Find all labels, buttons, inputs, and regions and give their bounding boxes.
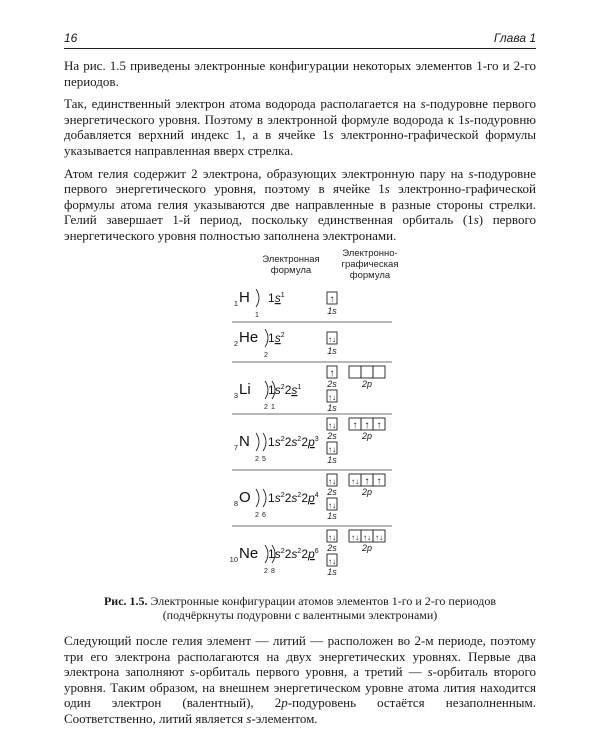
paragraph-3: Атом гелия содержит 2 электрона, образующих электронную пару на s-подуровне первого энергетического уровня, поэтому в ячейке 1s электронно-графической формулы атома гелия указываются две направленные в разные стороны стрелки. Гелий завершает 1-й период, поскольку единственная орбиталь (1s) первого энергетического уровня полностью заполнена электронами. bbox=[64, 165, 537, 243]
chapter-title: Глава 1 bbox=[493, 31, 536, 45]
orbital-2p-arrows: ↑↓ bbox=[351, 477, 359, 486]
electron-formula: $1s^2$ $2s^2$ $2p^6$ bbox=[268, 547, 319, 561]
shell-electron-count: 2 bbox=[255, 512, 259, 519]
shell-electron-count: 2 bbox=[264, 568, 268, 575]
label-2p: 2p bbox=[361, 543, 373, 553]
label-2p: 2p bbox=[361, 487, 373, 497]
label-1s: 1s bbox=[327, 306, 337, 316]
label-2s: 2s bbox=[327, 431, 337, 441]
orbital-1s-arrows: ↑↓ bbox=[328, 501, 336, 510]
shell-electron-count: 6 bbox=[262, 512, 266, 519]
label-1s: 1s bbox=[327, 567, 337, 577]
label-1s: 1s bbox=[327, 455, 337, 465]
label-1s: 1s bbox=[327, 346, 337, 356]
caption-line-1: Электронные конфигурации атомов элементов 1-го и 2-го периодов bbox=[147, 594, 497, 608]
atomic-number: 3 bbox=[233, 391, 238, 400]
orbital-1s-arrows: ↑ bbox=[329, 294, 335, 305]
electron-formula: $1s^2$ $2s^2$ $2p^4$ bbox=[268, 491, 319, 505]
shell-electron-count: 2 bbox=[255, 456, 259, 463]
electron-formula: $1s^2$ bbox=[268, 331, 285, 345]
atomic-number: 2 bbox=[233, 339, 238, 348]
element-symbol: Ne bbox=[239, 545, 259, 562]
orbital-2p-cell bbox=[373, 366, 385, 378]
orbital-2p-arrows: ↑↓ bbox=[363, 533, 371, 542]
orbital-2s-arrows: ↑ bbox=[329, 368, 335, 379]
shell-arc bbox=[256, 433, 259, 451]
orbital-2p-arrows: ↑ bbox=[364, 420, 370, 431]
paragraph-4: Следующий после гелия элемент — литий — расположен во 2-м периоде, поэтому три его электрона располагаются на двух энергетических уровнях. Первые два электрона заполняют s-орбиталь первого уровня, а третий — s-орбиталь второго уровня. Таким образом, на внешнем энергетическом уровне атома лития находится один электрон (валентный), 2p-подуровень остаётся незаполненным. Соответственно, литий является s-элементом. bbox=[64, 633, 537, 726]
shell-electron-count: 1 bbox=[271, 404, 275, 411]
caption-line-2: (подчёркнуты подуровни с валентными электронами) bbox=[162, 608, 438, 622]
orbital-1s-arrows: ↑↓ bbox=[328, 445, 336, 454]
label-1s: 1s bbox=[327, 403, 337, 413]
electron-formula: $1s^2$ $2s^2$ $2p^3$ bbox=[268, 435, 319, 449]
element-symbol: N bbox=[239, 433, 250, 450]
orbital-2p-arrows: ↑↓ bbox=[351, 533, 359, 542]
orbital-2p-arrows: ↑ bbox=[376, 420, 382, 431]
element-symbol: O bbox=[239, 489, 251, 506]
orbital-2p-arrows: ↑↓ bbox=[375, 533, 383, 542]
orbital-1s-arrows: ↑↓ bbox=[328, 393, 336, 402]
orbital-1s-arrows: ↑↓ bbox=[328, 335, 336, 344]
shell-arc bbox=[256, 489, 259, 507]
shell-electron-count: 5 bbox=[262, 456, 266, 463]
col-header-formula-2: формула bbox=[270, 265, 312, 276]
page-number: 16 bbox=[64, 31, 78, 45]
shell-electron-count: 2 bbox=[264, 352, 268, 359]
col-header-graphic-1: Электронно- bbox=[342, 248, 398, 259]
label-2s: 2s bbox=[327, 487, 337, 497]
element-symbol: He bbox=[239, 329, 259, 346]
orbital-2p-arrows: ↑ bbox=[364, 476, 370, 487]
label-1s: 1s bbox=[327, 511, 337, 521]
label-2s: 2s bbox=[327, 543, 337, 553]
shell-electron-count: 8 bbox=[271, 568, 275, 575]
shell-arc bbox=[263, 489, 266, 507]
orbital-2s-arrows: ↑↓ bbox=[328, 533, 336, 542]
orbital-2s-arrows: ↑↓ bbox=[328, 477, 336, 486]
shell-electron-count: 2 bbox=[264, 404, 268, 411]
orbital-2p-arrows: ↑ bbox=[352, 420, 358, 431]
shell-arc bbox=[263, 433, 266, 451]
shell-electron-count: 1 bbox=[255, 312, 259, 319]
paragraph-1: На рис. 1.5 приведены электронные конфигурации некоторых элементов 1-го и 2-го периодов. bbox=[64, 58, 536, 89]
orbital-2s-arrows: ↑↓ bbox=[328, 421, 336, 430]
orbital-2p-cell bbox=[349, 366, 361, 378]
col-header-graphic-2: графическая bbox=[341, 259, 399, 270]
orbital-2p-arrows: ↑ bbox=[376, 476, 382, 487]
paragraph-2: Так, единственный электрон атома водорода располагается на s-подуровне первого энергетического уровня. Поэтому в электронной формуле водорода к 1s-подуровню добавляется верхний индекс 1, а в ячейке 1s электронно-графической формулы указывается направленная вверх стрелка. bbox=[64, 96, 536, 158]
atomic-number: 1 bbox=[233, 299, 238, 308]
electron-formula: $1s^1$ bbox=[268, 291, 285, 305]
orbital-1s-arrows: ↑↓ bbox=[328, 557, 336, 566]
figure-caption bbox=[64, 594, 536, 622]
label-2p: 2p bbox=[361, 379, 373, 389]
shell-arc bbox=[256, 289, 259, 307]
caption-label: Рис. 1.5. bbox=[103, 594, 148, 608]
atomic-number: 7 bbox=[233, 443, 238, 452]
atomic-number: 10 bbox=[229, 555, 238, 564]
col-header-graphic-3: формула bbox=[349, 270, 391, 281]
element-symbol: Li bbox=[239, 381, 251, 398]
orbital-2p-cell bbox=[361, 366, 373, 378]
col-header-formula-1: Электронная bbox=[262, 254, 320, 265]
atomic-number: 8 bbox=[233, 499, 238, 508]
label-2p: 2p bbox=[361, 431, 373, 441]
element-symbol: H bbox=[239, 289, 250, 306]
label-2s: 2s bbox=[327, 379, 337, 389]
electron-formula: $1s^2$ $2s^1$ bbox=[268, 383, 302, 397]
